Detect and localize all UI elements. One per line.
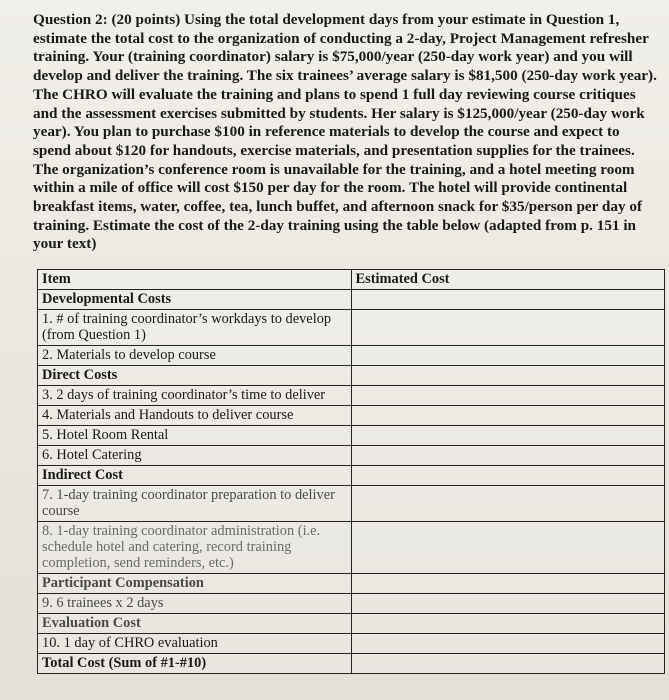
- item-hotel-room: 5. Hotel Room Rental: [38, 426, 352, 446]
- item-materials-handouts: 4. Materials and Handouts to deliver course: [38, 406, 352, 426]
- item-trainees-days: 9. 6 trainees x 2 days: [38, 594, 352, 614]
- table-row: [38, 522, 665, 574]
- table-row: [38, 466, 665, 486]
- section-evaluation-cost: Evaluation Cost: [38, 614, 352, 634]
- table-row: [38, 406, 665, 426]
- cost-cell[interactable]: [351, 310, 664, 346]
- table-row: [38, 366, 665, 386]
- item-coordinator-preparation: 7. 1-day training coordinator preparation to deliver course: [38, 486, 352, 522]
- cost-cell[interactable]: [351, 486, 664, 522]
- item-coordinator-administration: 8. 1-day training coordinator administration (i.e. schedule hotel and catering, record training completion, send reminders, etc.): [38, 522, 352, 574]
- question-body: (20 points) Using the total development days from your estimate in Question 1, estimate the total cost to the organization of conducting a 2-day, Project Management refresher training. Your (training coordinator) salary is $75,000/year (250-day work year) and you will develop and deliver the training. The six trainees’ average salary is $81,500 (250-day work year). The CHRO will evaluate the training and plans to spend 1 full day reviewing course critiques and the assessment exercises submitted by students. Her salary is $125,000/year (250-day work year). You plan to purchase $100 in reference materials to develop the course and expect to spend about $120 for handouts, exercise materials, and presentation supplies for the trainees. The organization’s conference room is unavailable for the training, and a hotel meeting room within a mile of office will cost $150 per day for the room. The hotel will provide continental breakfast items, water, coffee, tea, lunch buffet, and afternoon snack for $35/person per day of training. Estimate the cost of the 2-day training using the table below (adapted from p. 151 in your text): [33, 11, 657, 253]
- cost-cell[interactable]: [351, 614, 664, 634]
- table-row: [38, 614, 665, 634]
- cost-cell[interactable]: [351, 574, 664, 594]
- table-row: [38, 574, 665, 594]
- section-developmental-costs: Developmental Costs: [38, 290, 352, 310]
- header-estimated-cost: Estimated Cost: [351, 270, 664, 290]
- question-label: Question 2:: [33, 11, 108, 28]
- cost-cell[interactable]: [351, 386, 664, 406]
- item-hotel-catering: 6. Hotel Catering: [38, 446, 352, 466]
- cost-cell[interactable]: [351, 346, 664, 366]
- item-coordinator-deliver: 3. 2 days of training coordinator’s time to deliver: [38, 386, 352, 406]
- table-row: [38, 634, 665, 654]
- question-text: [33, 11, 659, 254]
- table-row: [38, 290, 665, 310]
- cost-cell[interactable]: [351, 594, 664, 614]
- table-row: [38, 426, 665, 446]
- section-indirect-cost: Indirect Cost: [38, 466, 352, 486]
- table-row: [38, 654, 665, 674]
- cost-cell[interactable]: [351, 290, 664, 310]
- section-direct-costs: Direct Costs: [38, 366, 352, 386]
- cost-cell[interactable]: [351, 522, 664, 574]
- total-cost-label: Total Cost (Sum of #1-#10): [38, 654, 352, 674]
- cost-table: [37, 269, 665, 674]
- section-participant-compensation: Participant Compensation: [38, 574, 352, 594]
- table-header-row: [38, 270, 665, 290]
- table-row: [38, 386, 665, 406]
- total-cost-cell[interactable]: [351, 654, 664, 674]
- table-row: [38, 446, 665, 466]
- cost-cell[interactable]: [351, 466, 664, 486]
- item-coordinator-workdays: 1. # of training coordinator’s workdays to develop (from Question 1): [38, 310, 352, 346]
- cost-cell[interactable]: [351, 406, 664, 426]
- table-row: [38, 346, 665, 366]
- table-row: [38, 594, 665, 614]
- item-materials-develop: 2. Materials to develop course: [38, 346, 352, 366]
- cost-cell[interactable]: [351, 446, 664, 466]
- header-item: Item: [38, 270, 352, 290]
- table-row: [38, 310, 665, 346]
- table-row: [38, 486, 665, 522]
- cost-cell[interactable]: [351, 366, 664, 386]
- cost-cell[interactable]: [351, 426, 664, 446]
- item-chro-evaluation: 10. 1 day of CHRO evaluation: [38, 634, 352, 654]
- cost-cell[interactable]: [351, 634, 664, 654]
